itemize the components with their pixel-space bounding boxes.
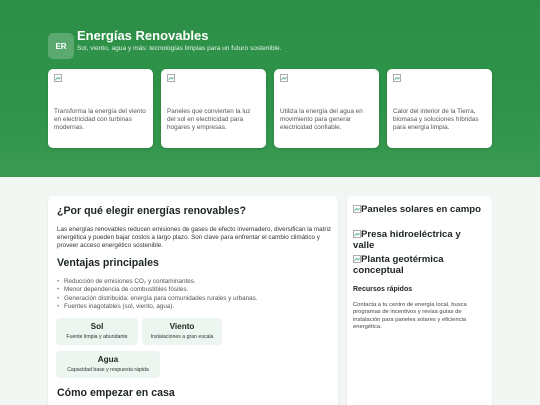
- card-description: Calor del interior de la Tierra, biomasa y soluciones híbridas para energía limpia.: [393, 108, 479, 131]
- source-description: Fuente limpia y abundante: [66, 334, 128, 340]
- sidebar-image-hydro: [353, 229, 483, 251]
- logo-badge: ER: [48, 33, 74, 59]
- list-item: • Generación distribuida: energía para comunidades rurales y urbanas.: [57, 295, 327, 303]
- card-description: Paneles que convierten la luz del sol en electricidad para hogares y empresas.: [167, 108, 251, 131]
- advantages-heading: Ventajas principales: [57, 257, 159, 269]
- card-description: Utiliza la energía del agua en movimiento para generar electricidad confiable.: [280, 108, 363, 131]
- broken-image-icon: [393, 74, 486, 82]
- why-paragraph: Las energías renovables reducen emisiones de gases de efecto invernadero, diversifican la matriz energética y pueden bajar costos a largo plazo. Son clave para enfrentar el cambio climático y proveer acceso energético sostenible.: [57, 226, 332, 249]
- source-name: Viento: [169, 322, 195, 331]
- broken-image-icon: [54, 74, 147, 82]
- list-item: • Menor dependencia de combustibles fósiles.: [57, 286, 327, 294]
- broken-image-icon: [167, 74, 260, 82]
- broken-image-icon: [353, 255, 361, 263]
- card-geothermal[interactable]: [387, 69, 492, 148]
- image-alt-text: Presa hidroeléctrica y valle: [353, 229, 461, 251]
- card-wind[interactable]: [48, 69, 153, 148]
- list-item: • Reducción de emisiones CO₂ y contaminantes.: [57, 278, 327, 286]
- card-hydro[interactable]: [274, 69, 379, 148]
- image-alt-text: Paneles solares en campo: [361, 204, 481, 215]
- source-sun[interactable]: [56, 318, 138, 345]
- sidebar-image-geothermal: [353, 254, 483, 276]
- source-name: Sol: [90, 322, 104, 331]
- source-name: Agua: [97, 355, 119, 364]
- start-heading: Cómo empezar en casa: [57, 387, 175, 399]
- page-title: Energías Renovables: [77, 28, 209, 43]
- page-subtitle: Sol, viento, agua y más: tecnologías limpias para un futuro sostenible.: [77, 45, 282, 52]
- sidebar: [347, 196, 492, 405]
- card-solar[interactable]: [161, 69, 266, 148]
- card-description: Transforma la energía del viento en electricidad con turbinas modernas.: [54, 108, 146, 131]
- broken-image-icon: [353, 205, 361, 213]
- source-water[interactable]: [56, 351, 160, 378]
- advantages-list: [57, 278, 327, 311]
- list-item: • Fuentes inagotables (sol, viento, agua).: [57, 303, 327, 311]
- source-description: Instalaciones a gran escala: [150, 334, 214, 340]
- broken-image-icon: [353, 230, 361, 238]
- quick-resources-text: Contacta a tu centro de energía local, busca programas de incentivos y revisa guías de instalación para paneles solares y eficiencia energética.: [353, 302, 467, 331]
- source-description: Capacidad base y respuesta rápida: [67, 367, 149, 373]
- broken-image-icon: [280, 74, 373, 82]
- source-wind[interactable]: [142, 318, 222, 345]
- sidebar-image-solar: [353, 204, 483, 215]
- why-heading: ¿Por qué elegir energías renovables?: [57, 205, 246, 217]
- quick-resources-heading: Recursos rápidos: [353, 286, 413, 293]
- image-alt-text: Planta geotérmica conceptual: [353, 254, 444, 276]
